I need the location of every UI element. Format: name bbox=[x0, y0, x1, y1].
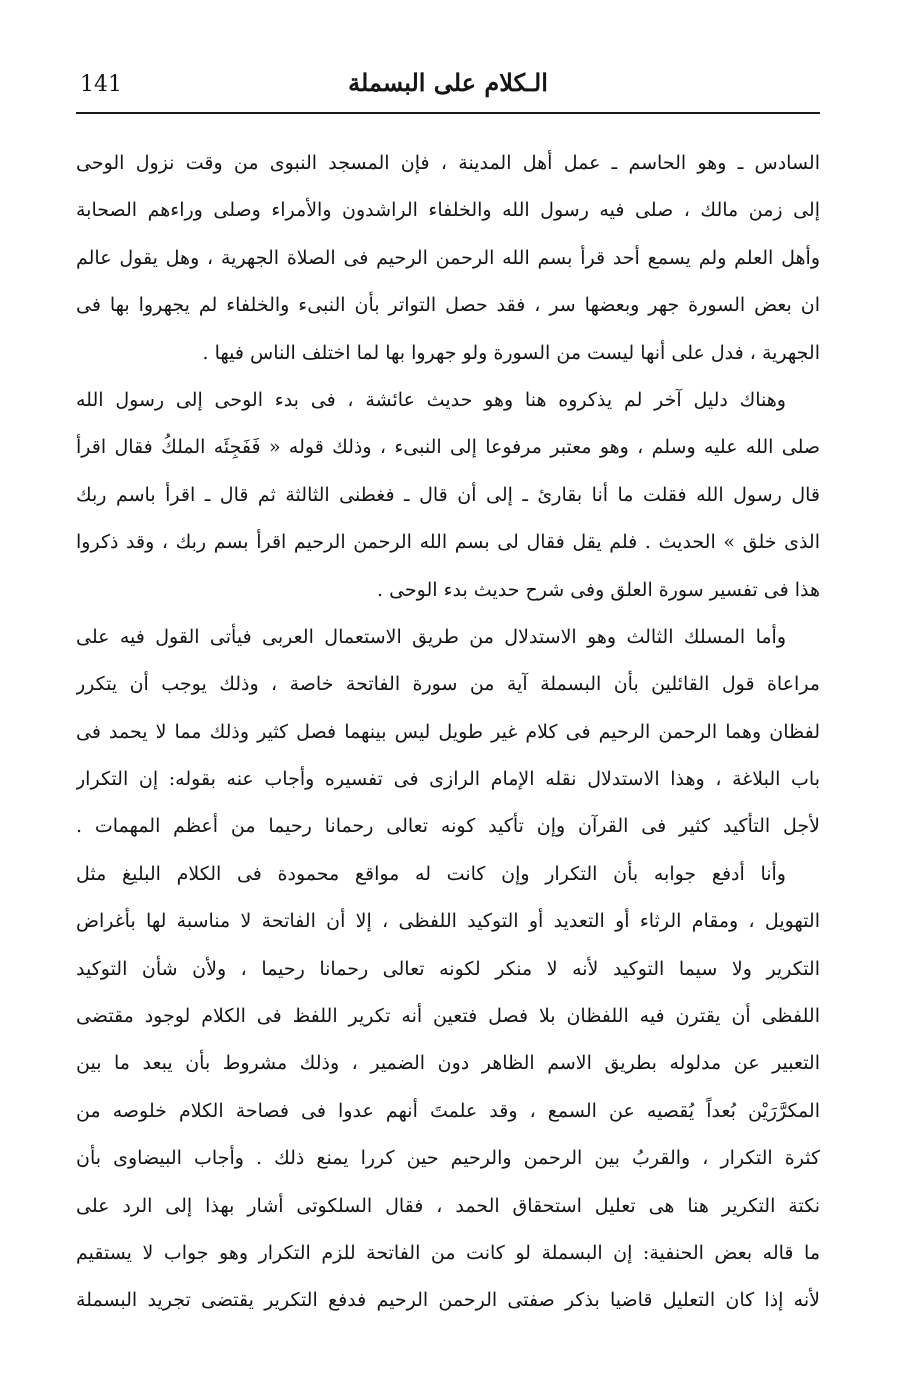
text-line: هذا فى تفسير سورة العلق وفى شرح حديث بدء الوحى . bbox=[376, 578, 820, 601]
text-line: وأهل العلم ولم يسمع أحد قرأ بسم الله الرحمن الرحيم فى الصلاة الجهرية ، وهل يقول عالم bbox=[76, 246, 820, 269]
text-line: اللفظى أن يقترن فيه اللفظان بلا فصل فتعين أنه تكرير اللفظ فى الكلام لوجود مقتضى bbox=[76, 1005, 820, 1028]
book-page bbox=[76, 0, 820, 1381]
text-line: صلى الله عليه وسلم ، وهو معتبر مرفوعا إلى النبىء ، وذلك قوله « فَفَجِئَه الملكُ فقال اقرأ bbox=[76, 436, 820, 459]
text-line: نكتة التكرير هنا هى تعليل استحقاق الحمد ، فقال السلكوتى أشار بهذا إلى الرد على bbox=[76, 1194, 820, 1217]
text-line: قال رسول الله فقلت ما أنا بقارئ ـ إلى أن قال ـ فغطنى الثالثة ثم قال ـ اقرأ باسم ربك bbox=[76, 483, 820, 506]
text-line: التعبير عن مدلوله بطريق الاسم الظاهر دون الضمير ، وذلك مشروط بأن يبعد ما بين bbox=[76, 1052, 820, 1075]
page-number: 141 bbox=[80, 72, 122, 97]
text-line: الذى خلق » الحديث . فلم يقل فقال لى بسم الله الرحمن الرحيم اقرأ بسم ربك ، وقد ذكروا bbox=[76, 531, 820, 554]
text-line: باب البلاغة ، وهذا الاستدلال نقله الإمام الرازى فى تفسيره وأجاب عنه بقوله: إن التكرار bbox=[76, 768, 820, 791]
running-title: الـكلام على البسملة bbox=[348, 68, 548, 97]
text-line: الجهرية ، فدل على أنها ليست من السورة ولو جهروا بها لما اختلف الناس فيها . bbox=[202, 341, 820, 364]
text-line: وأنا أدفع جوابه بأن التكرار وإن كانت له مواقع محمودة فى الكلام البليغ مثل bbox=[76, 862, 786, 885]
page-header bbox=[76, 68, 820, 108]
text-line: وأما المسلك الثالث وهو الاستدلال من طريق الاستعمال العربى فيأتى القول فيه على bbox=[76, 625, 786, 648]
text-line: المكرَّرَيْن بُعداً يُقصيه عن السمع ، وقد علمتَ أنهم عدوا فى فصاحة الكلام خلوصه من bbox=[76, 1099, 820, 1122]
text-line: إلى زمن مالك ، صلى فيه رسول الله والخلفاء الراشدون والأمراء وصلى وراءهم الصحابة bbox=[76, 199, 820, 222]
text-line: ما قاله بعض الحنفية: إن البسملة لو كانت من الفاتحة للزم التكرار وهو جواب لا يستقيم bbox=[76, 1241, 820, 1264]
text-line: السادس ـ وهو الحاسم ـ عمل أهل المدينة ، فإن المسجد النبوى من وقت نزول الوحى bbox=[76, 152, 820, 174]
body-text bbox=[76, 140, 820, 1325]
text-line: لأنه إذا كان التعليل قاضيا بذكر صفتى الرحمن الرحيم فدفع التكرير يقتضى تجريد البسملة bbox=[76, 1289, 820, 1312]
text-line: ان بعض السورة جهر وبعضها سر ، فقد حصل التواتر بأن النبىء والخلفاء لم يجهروا بها فى bbox=[76, 294, 820, 317]
text-line: لفظان وهما الرحمن الرحيم فى كلام غير طويل ليس بينهما فصل كثير وذلك مما لا يحمد فى bbox=[76, 720, 820, 743]
header-divider bbox=[76, 112, 820, 114]
text-line: التهويل ، ومقام الرثاء أو التعديد أو التوكيد اللفظى ، إلا أن الفاتحة لا مناسبة لها بأغراض bbox=[76, 910, 820, 933]
text-line: التكرير ولا سيما التوكيد لأنه لا منكر لكونه تعالى رحمانا رحيما ، ولأن شأن التوكيد bbox=[76, 957, 820, 980]
text-line: لأجل التأكيد كثير فى القرآن وإن تأكيد كونه تعالى رحمانا رحيما من أعظم المهمات . bbox=[76, 815, 820, 838]
text-line: كثرة التكرار ، والقربُ بين الرحمن والرحيم حين كررا يمنع ذلك . وأجاب البيضاوى بأن bbox=[76, 1147, 820, 1170]
text-line: وهناك دليل آخر لم يذكروه هنا وهو حديث عائشة ، فى بدء الوحى إلى رسول الله bbox=[76, 388, 786, 411]
text-line: مراعاة قول القائلين بأن البسملة آية من سورة الفاتحة خاصة ، وذلك يوجب أن يتكرر bbox=[76, 673, 820, 696]
